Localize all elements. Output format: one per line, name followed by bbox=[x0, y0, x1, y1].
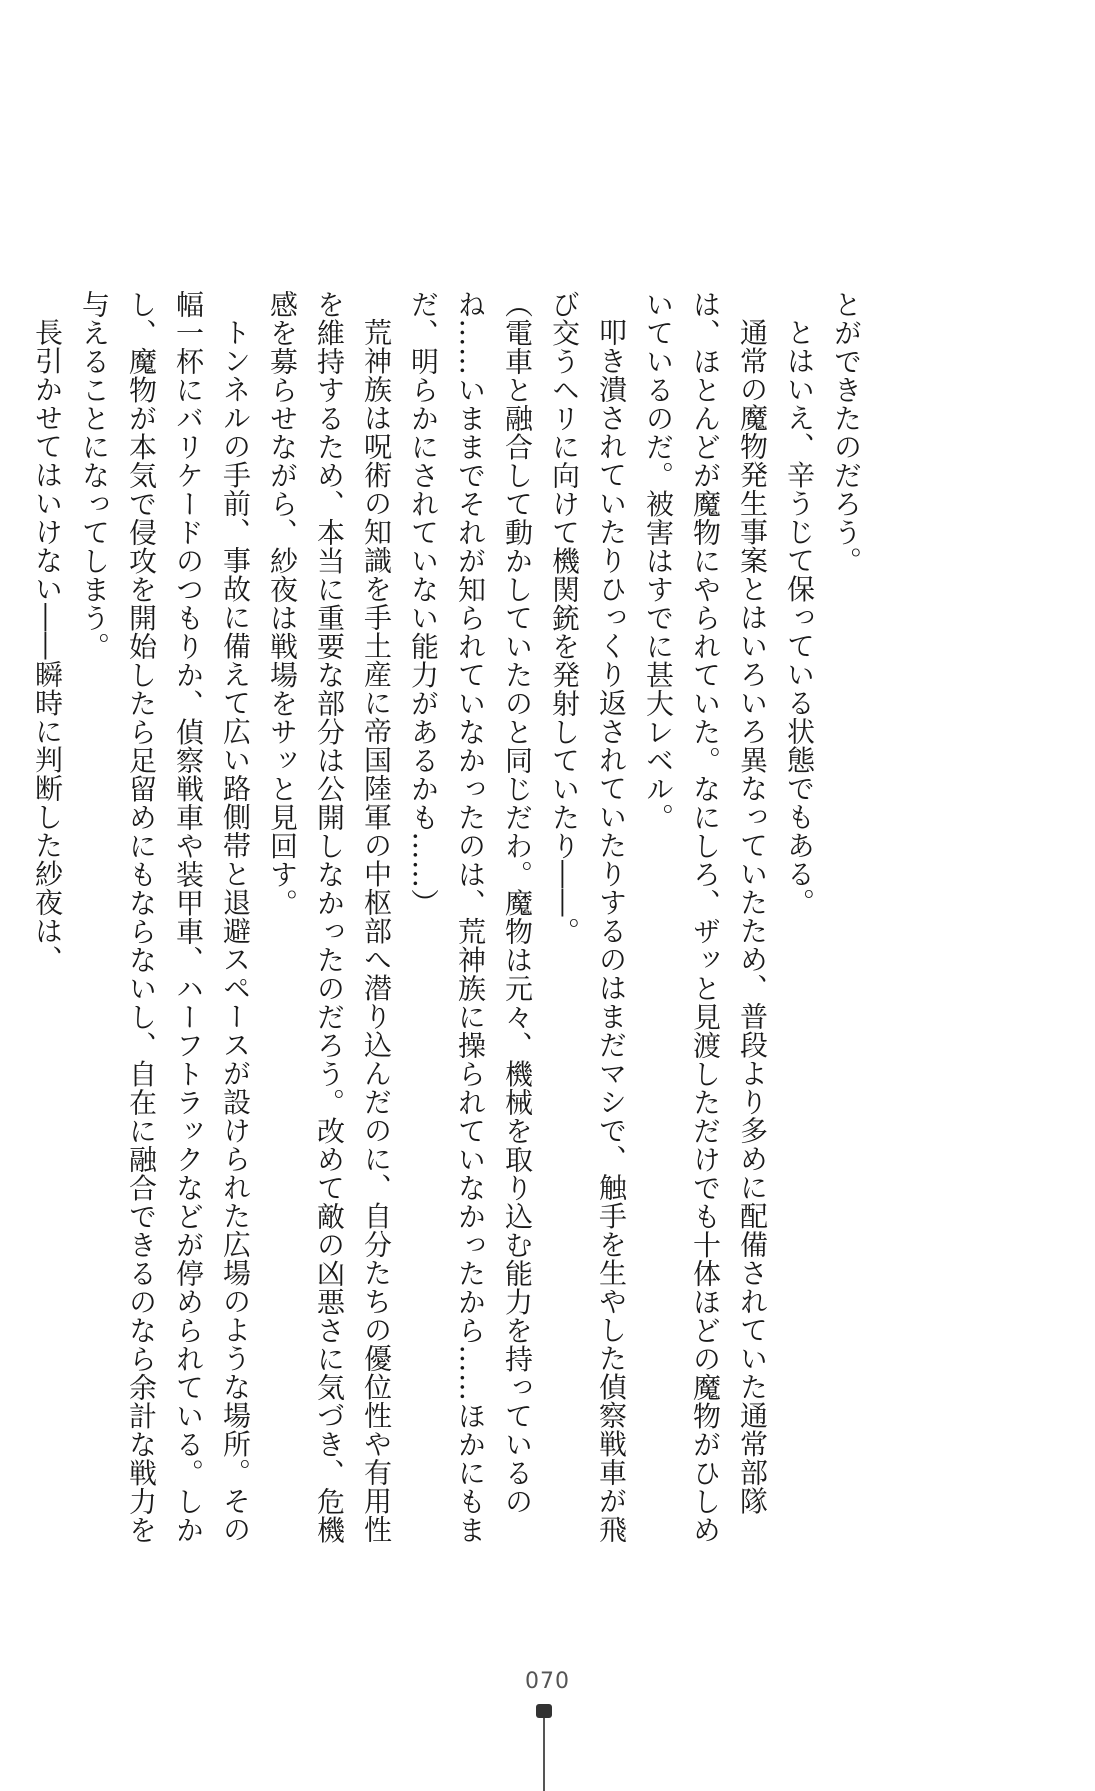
page-marker-line bbox=[543, 1718, 545, 1791]
paragraph-1: とができたのだろう。 bbox=[830, 290, 863, 575]
page-marker-icon bbox=[536, 1704, 552, 1718]
vertical-text-body bbox=[31, 290, 870, 1560]
paragraph-3: 通常の魔物発生事案とはいろいろ異なっていたため、普段より多めに配備されていた通常部隊は、ほとんどが魔物にやられていた。なにしろ、ザッと見渡しただけでも十体ほどの魔物がひしめいているのだ。被害はすでに甚大レベル。 bbox=[642, 290, 769, 1544]
paragraph-5: （電車と融合して動かしていたのと同じだわ。魔物は元々、機械を取り込む能力を持っているのね……いままでそれが知られていなかったのは、荒神族に操られていなかったから……ほかにもまだ、明らかにされていない能力があるかも……） bbox=[407, 290, 534, 1544]
paragraph-8: 長引かせてはいけない――瞬時に判断した紗夜は、 bbox=[31, 318, 64, 974]
paragraph-6: 荒神族は呪術の知識を手土産に帝国陸軍の中枢部へ潜り込んだのに、自分たちの優位性や有用性を維持するため、本当に重要な部分は公開しなかったのだろう。改めて敵の凶悪さに気づき、危機感を募らせながら、紗夜は戦場をサッと見回す。 bbox=[266, 290, 393, 1544]
paragraph-2: とはいえ、辛うじて保っている状態でもある。 bbox=[783, 318, 816, 917]
paragraph-7: トンネルの手前、事故に備えて広い路側帯と退避スペースが設けられた広場のような場所。その幅一杯にバリケードのつもりか、偵察戦車や装甲車、ハーフトラックなどが停められている。しかし、魔物が本気で侵攻を開始したら足留めにもならないし、自在に融合できるのなら余計な戦力を与えることになってしまう。 bbox=[78, 290, 252, 1544]
page-number: 070 bbox=[525, 1669, 570, 1694]
paragraph-4: 叩き潰されていたりひっくり返されていたりするのはまだマシで、触手を生やした偵察戦車が飛び交うヘリに向けて機関銃を発射していたり――。 bbox=[548, 290, 628, 1544]
